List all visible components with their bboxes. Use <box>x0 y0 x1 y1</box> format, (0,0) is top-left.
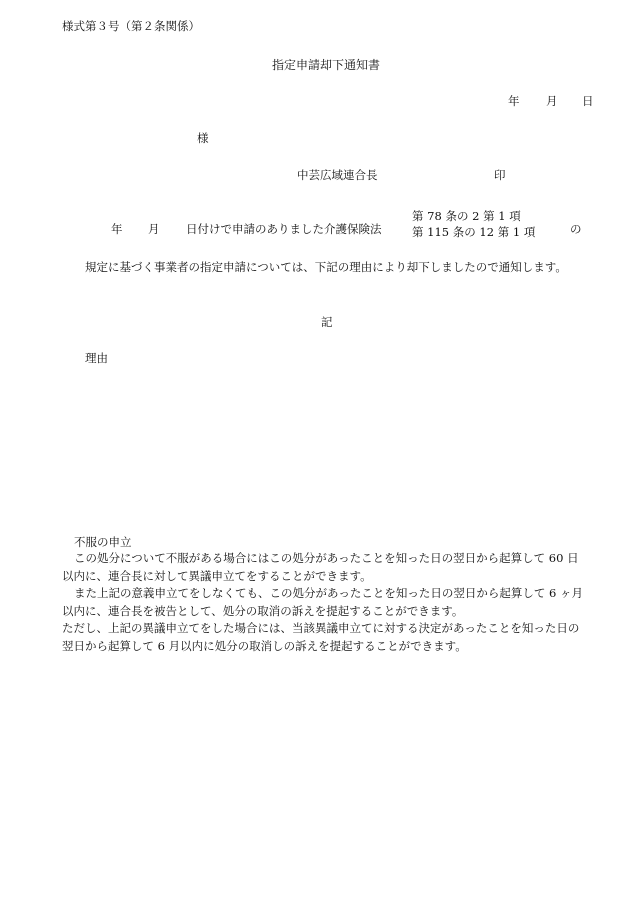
appeal-line: ただし、上記の異議申立てをした場合には、当該異議申立てに対する決定があったことを知った日の <box>62 621 580 635</box>
body-line-2: 規定に基づく事業者の指定申請については、下記の理由により却下しましたので通知します。 <box>85 260 567 274</box>
appeal-line: 翌日から起算して 6 月以内に処分の取消しの訴えを提起することができます。 <box>62 638 467 653</box>
sender-name: 中芸広域連合長 <box>297 168 378 182</box>
appeal-paragraph <box>62 550 602 655</box>
appeal-line: 以内に、連合長に対して異議申立てをすることができます。 <box>62 568 372 583</box>
form-number: 様式第３号（第２条関係） <box>62 19 200 33</box>
appeal-line: この処分について不服がある場合にはこの処分があったことを知った日の翌日から起算して 60 日 <box>74 551 579 565</box>
appeal-heading: 不服の申立 <box>74 535 132 549</box>
law-article-115: 第 115 条の 12 第 1 項 <box>412 225 536 239</box>
application-text: 日付けで申請のありました介護保険法 <box>186 222 382 236</box>
application-year-label: 年 <box>111 222 123 236</box>
seal-mark: 印 <box>494 168 506 182</box>
addressee-honorific: 様 <box>197 131 209 145</box>
date-year-label: 年 <box>508 94 520 108</box>
application-month-label: 月 <box>148 222 160 236</box>
date-day-label: 日 <box>582 94 594 108</box>
appeal-line: また上記の意義申立てをしなくても、この処分があったことを知った日の翌日から起算して 6 ヶ月 <box>74 586 584 600</box>
law-article-78: 第 78 条の 2 第 1 項 <box>412 209 521 223</box>
ki-heading: 記 <box>321 315 333 329</box>
law-article-block <box>412 208 535 240</box>
document-title: 指定申請却下通知書 <box>272 58 381 72</box>
date-month-label: 月 <box>546 94 558 108</box>
appeal-line: 以内に、連合長を被告として、処分の取消の訴えを提起することができます。 <box>62 603 464 618</box>
law-suffix: の <box>570 222 582 236</box>
reason-label: 理由 <box>85 351 108 365</box>
